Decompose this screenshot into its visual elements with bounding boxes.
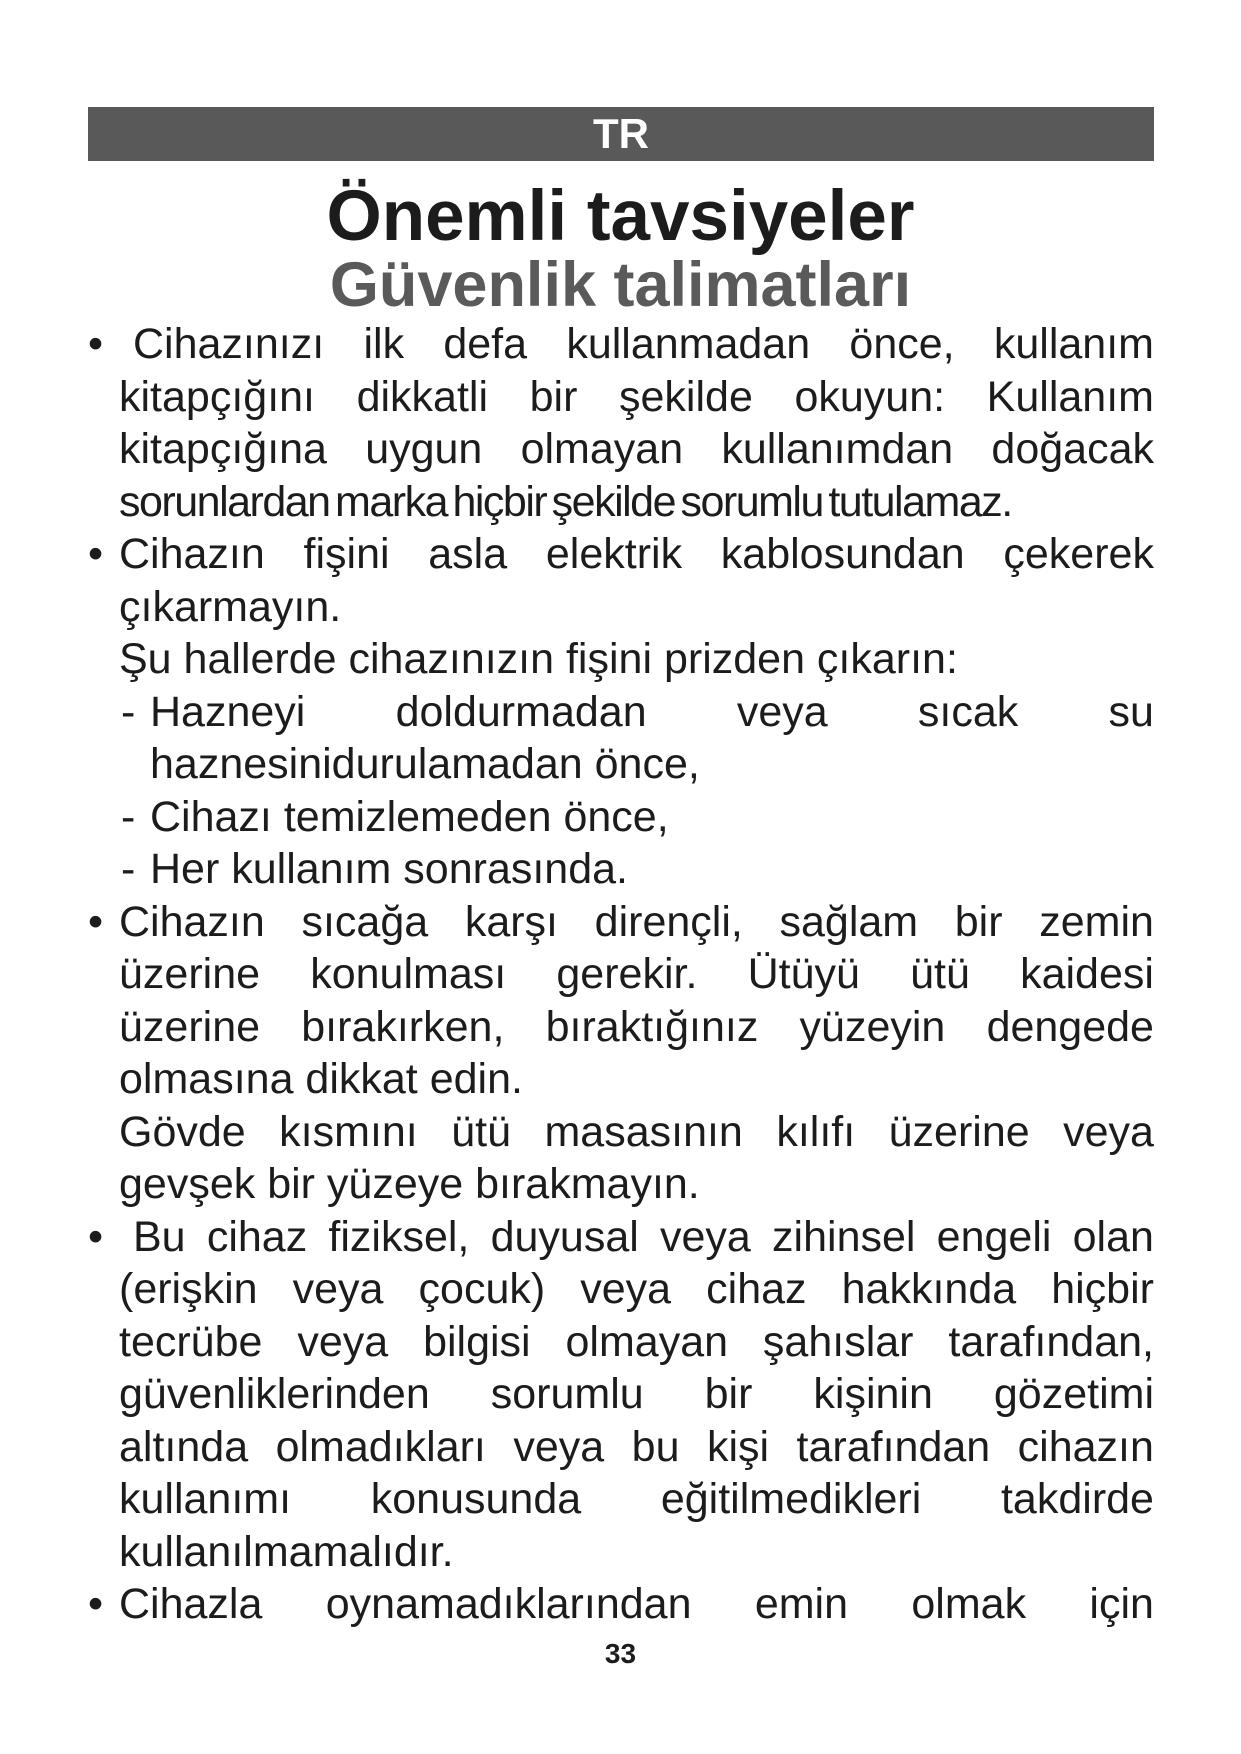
text-line	[119, 1421, 1154, 1474]
word: dikkatli	[356, 372, 489, 421]
text-line	[119, 1211, 1154, 1264]
word: tecrübe	[119, 1317, 263, 1366]
word: konusunda	[370, 1475, 582, 1523]
word: üzerine	[119, 1002, 261, 1051]
page-subtitle: Güvenlik talimatları	[329, 250, 912, 320]
language-code: TR	[593, 110, 649, 157]
word: Cihazla	[119, 1580, 263, 1628]
dash-marker: -	[121, 687, 136, 736]
word: olmadıkları	[275, 1422, 486, 1471]
word: kısmını	[279, 1107, 418, 1156]
word: sorumlu	[490, 1370, 644, 1418]
word: hiçbir	[1051, 1265, 1154, 1313]
instruction-item-2	[88, 528, 1154, 896]
word: bıraktığınız	[545, 1002, 759, 1051]
word: Hazneyi	[150, 687, 306, 736]
word: olmak	[911, 1580, 1027, 1628]
word: ütü	[451, 1107, 511, 1156]
word: hakkında	[841, 1265, 1017, 1313]
word: Ütüyü	[747, 950, 860, 998]
word: fişini	[303, 530, 390, 578]
word: Cihazın	[119, 897, 265, 946]
word: dirençli,	[594, 897, 743, 946]
word: eğitilmedikleri	[660, 1475, 922, 1523]
word: zemin	[1039, 897, 1154, 946]
word: çocuk)	[418, 1265, 546, 1313]
word: veya	[292, 1265, 384, 1313]
text-line	[119, 318, 1154, 371]
word: tarafından	[796, 1422, 991, 1471]
page-title: Önemli tavsiyeler	[326, 177, 915, 256]
word: konulması	[310, 950, 507, 998]
word: için	[1089, 1580, 1154, 1628]
word: önce,	[849, 320, 955, 368]
word: altında	[119, 1422, 249, 1471]
word: zihinsel	[772, 1212, 916, 1261]
word: Gövde	[119, 1107, 246, 1156]
word: kitapçığına	[119, 425, 327, 473]
word: üzerine	[119, 950, 261, 998]
text-line	[119, 1368, 1154, 1421]
word: şahıslar	[762, 1317, 914, 1366]
word: olan	[1072, 1212, 1154, 1261]
word: asla	[428, 530, 508, 578]
word: takdirde	[1000, 1475, 1154, 1523]
text-line: Her kullanım sonrasında.	[150, 845, 628, 893]
text-line	[119, 1263, 1154, 1316]
word: gerekir.	[556, 950, 698, 998]
bullet-marker: •	[88, 1212, 104, 1261]
word: cihaz	[706, 1265, 807, 1313]
word: oynamadıklarından	[325, 1580, 692, 1628]
word: veya	[580, 1265, 672, 1313]
word: masasının	[544, 1107, 743, 1156]
text-line	[119, 1001, 1154, 1054]
word: kullanım	[993, 320, 1154, 368]
word: duyusal	[490, 1212, 639, 1261]
word: dengede	[986, 1002, 1154, 1051]
text-line	[119, 1106, 1154, 1159]
word: defa	[443, 320, 528, 368]
word: veya	[297, 1317, 389, 1366]
word: emin	[754, 1580, 849, 1628]
page-number: 33	[604, 1638, 637, 1669]
word: karşı	[464, 897, 558, 946]
word: kılıfı	[776, 1107, 856, 1156]
word: tarafından,	[948, 1317, 1154, 1366]
text-line	[119, 423, 1154, 476]
word: Cihazınızı	[133, 320, 325, 368]
word: Bu	[133, 1212, 186, 1261]
word: gözetimi	[993, 1370, 1154, 1418]
dash-marker: -	[121, 845, 136, 893]
instruction-item-5	[88, 1578, 1154, 1631]
word: bu	[631, 1422, 680, 1471]
word: cihazın	[1017, 1422, 1154, 1471]
text-line	[119, 528, 1154, 581]
text-line	[119, 1316, 1154, 1369]
word: bir	[529, 372, 578, 421]
sub-list-item-3	[121, 843, 1154, 896]
instruction-item-3	[88, 896, 1154, 1211]
language-header-bar	[88, 107, 1154, 161]
text-line	[119, 896, 1154, 949]
text-line	[119, 1473, 1154, 1526]
word: doldurmadan	[395, 687, 647, 736]
sub-list-item-1	[121, 686, 1154, 791]
text-line: sorunlardan marka hiçbir şekilde sorumlu tutulamaz.	[119, 477, 1012, 526]
word: kitapçığını	[119, 372, 315, 421]
word: bir	[704, 1370, 753, 1418]
word: sıcak	[917, 687, 1019, 736]
word: kullanımı	[119, 1475, 292, 1523]
word: kullanımdan	[721, 425, 954, 473]
word: okuyun:	[794, 372, 946, 421]
word: bırakırken,	[301, 1002, 505, 1051]
word: kablosundan	[720, 530, 965, 578]
word: (erişkin	[119, 1265, 258, 1313]
word: ilk	[363, 320, 405, 368]
sub-list-item-2	[121, 791, 1154, 844]
word: şekilde	[619, 372, 753, 421]
word: yüzeyin	[799, 1002, 946, 1051]
text-line: çıkarmayın.	[119, 582, 342, 631]
safety-instructions	[88, 318, 1154, 1631]
word: uygun	[365, 425, 483, 473]
word: sıcağa	[301, 897, 429, 946]
word: olmayan	[520, 425, 684, 473]
word: engeli	[936, 1212, 1052, 1261]
text-line	[119, 948, 1154, 1001]
word: kişinin	[813, 1370, 933, 1418]
text-line: olmasına dikkat edin.	[119, 1055, 523, 1103]
word: veya	[736, 687, 828, 736]
text-line	[119, 1578, 1154, 1631]
word: kullanmadan	[566, 320, 811, 368]
sub-list	[121, 686, 1154, 896]
word: bilgisi	[423, 1317, 531, 1366]
instruction-item-4	[88, 1211, 1154, 1579]
text-line	[150, 686, 1154, 739]
bullet-marker: •	[88, 897, 104, 946]
word: kişi	[706, 1422, 770, 1471]
word: veya	[660, 1212, 751, 1261]
word: su	[1108, 687, 1154, 736]
word: olmayan	[565, 1317, 729, 1366]
word: kaidesi	[1020, 950, 1154, 998]
word: Kullanım	[986, 372, 1154, 421]
text-line: Cihazı temizlemeden önce,	[150, 792, 669, 841]
text-line: Şu hallerde cihazınızın fişini prizden çıkarın:	[119, 635, 958, 683]
word: doğacak	[991, 425, 1154, 473]
text-line: kullanılmamalıdır.	[119, 1527, 454, 1576]
word: Cihazın	[119, 530, 265, 578]
bullet-marker: •	[88, 320, 104, 368]
bullet-marker: •	[88, 1580, 104, 1628]
word: veya	[1063, 1107, 1154, 1156]
word: bir	[954, 897, 1003, 946]
text-line: haznesinidurulamadan önce,	[150, 740, 700, 788]
word: veya	[513, 1422, 605, 1471]
bullet-marker: •	[88, 530, 104, 578]
word: güvenliklerinden	[119, 1370, 430, 1418]
text-line	[119, 371, 1154, 424]
text-line: gevşek bir yüzeye bırakmayın.	[119, 1160, 700, 1208]
word: sağlam	[779, 897, 919, 946]
dash-marker: -	[121, 792, 136, 841]
word: üzerine	[888, 1107, 1030, 1156]
word: cihaz	[206, 1212, 308, 1261]
word: fiziksel,	[328, 1212, 470, 1261]
instruction-item-1	[88, 318, 1154, 528]
word: ütü	[910, 950, 970, 998]
word: çekerek	[1003, 530, 1154, 578]
word: elektrik	[545, 530, 683, 578]
